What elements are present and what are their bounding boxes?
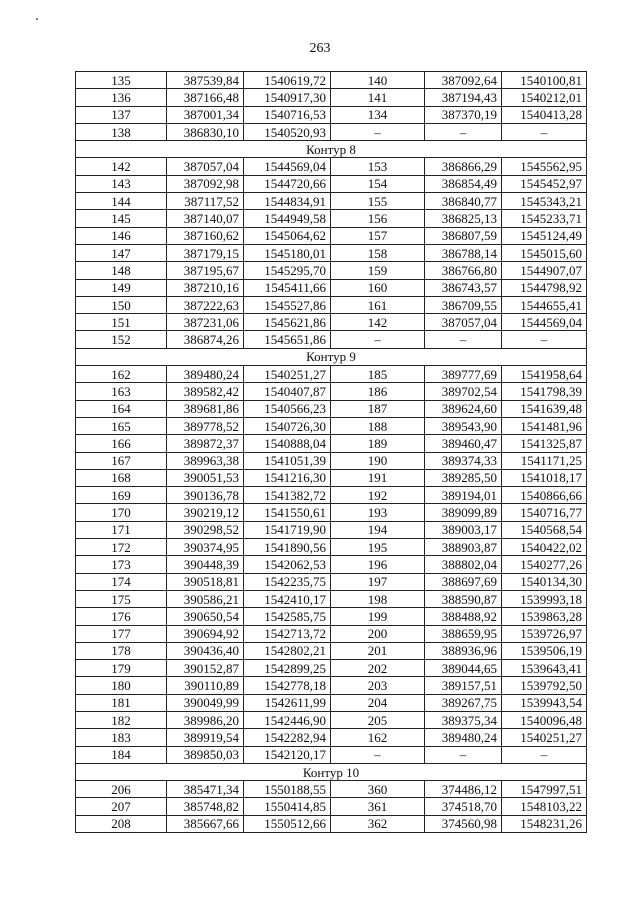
table-row <box>76 590 587 607</box>
y-coordinate-cell: 1540413,28 <box>502 106 587 123</box>
x-coordinate-cell: 389850,03 <box>167 746 244 763</box>
x-coordinate-cell: 389681,86 <box>167 400 244 417</box>
table-row <box>76 815 587 832</box>
x-coordinate-cell: 388697,69 <box>425 573 502 590</box>
y-coordinate-cell: 1542235,75 <box>244 573 331 590</box>
coordinates-table-body <box>76 72 587 833</box>
y-coordinate-cell: 1542611,99 <box>244 694 331 711</box>
contour-header-row <box>76 348 587 365</box>
table-row <box>76 469 587 486</box>
y-coordinate-cell: 1545124,49 <box>502 227 587 244</box>
table-row <box>76 573 587 590</box>
x-coordinate-cell: 390448,39 <box>167 556 244 573</box>
point-number-cell: 165 <box>76 417 167 434</box>
y-coordinate-cell: 1545452,97 <box>502 175 587 192</box>
y-coordinate-cell: 1539863,28 <box>502 608 587 625</box>
x-coordinate-cell: 374486,12 <box>425 781 502 798</box>
point-number-cell: 170 <box>76 504 167 521</box>
table-row <box>76 608 587 625</box>
y-coordinate-cell: 1539993,18 <box>502 590 587 607</box>
table-row <box>76 383 587 400</box>
y-coordinate-cell: 1540716,77 <box>502 504 587 521</box>
point-number-cell: 144 <box>76 193 167 210</box>
x-coordinate-cell: 388590,87 <box>425 590 502 607</box>
point-number-cell: 161 <box>331 296 425 313</box>
y-coordinate-cell: 1539506,19 <box>502 642 587 659</box>
point-number-cell: 195 <box>331 539 425 556</box>
point-number-cell: 147 <box>76 244 167 261</box>
y-coordinate-cell: 1542802,21 <box>244 642 331 659</box>
x-coordinate-cell: 389963,38 <box>167 452 244 469</box>
x-coordinate-cell: 387001,34 <box>167 106 244 123</box>
x-coordinate-cell: 386874,26 <box>167 331 244 348</box>
x-coordinate-cell: 389099,89 <box>425 504 502 521</box>
x-coordinate-cell: 389986,20 <box>167 711 244 728</box>
point-number-cell: 135 <box>76 72 167 89</box>
x-coordinate-cell: 387092,64 <box>425 72 502 89</box>
y-coordinate-cell: 1540568,54 <box>502 521 587 538</box>
y-coordinate-cell: 1539726,97 <box>502 625 587 642</box>
point-number-cell: 168 <box>76 469 167 486</box>
x-coordinate-cell: – <box>425 123 502 140</box>
table-row <box>76 556 587 573</box>
point-number-cell: 155 <box>331 193 425 210</box>
y-coordinate-cell: 1540716,53 <box>244 106 331 123</box>
x-coordinate-cell: 387166,48 <box>167 89 244 106</box>
point-number-cell: 162 <box>331 729 425 746</box>
y-coordinate-cell: 1540422,02 <box>502 539 587 556</box>
table-row <box>76 331 587 348</box>
y-coordinate-cell: 1545621,86 <box>244 314 331 331</box>
point-number-cell: 157 <box>331 227 425 244</box>
table-row <box>76 296 587 313</box>
table-row <box>76 279 587 296</box>
point-number-cell: 150 <box>76 296 167 313</box>
point-number-cell: 183 <box>76 729 167 746</box>
point-number-cell: 134 <box>331 106 425 123</box>
table-row <box>76 106 587 123</box>
x-coordinate-cell: 388659,95 <box>425 625 502 642</box>
y-coordinate-cell: 1540866,66 <box>502 487 587 504</box>
point-number-cell: 153 <box>331 158 425 175</box>
point-number-cell: 208 <box>76 815 167 832</box>
point-number-cell: – <box>331 746 425 763</box>
point-number-cell: 167 <box>76 452 167 469</box>
y-coordinate-cell: 1540277,26 <box>502 556 587 573</box>
x-coordinate-cell: 390110,89 <box>167 677 244 694</box>
point-number-cell: 194 <box>331 521 425 538</box>
point-number-cell: 187 <box>331 400 425 417</box>
y-coordinate-cell: 1540726,30 <box>244 417 331 434</box>
x-coordinate-cell: 386788,14 <box>425 244 502 261</box>
x-coordinate-cell: 388903,87 <box>425 539 502 556</box>
x-coordinate-cell: 389582,42 <box>167 383 244 400</box>
point-number-cell: 202 <box>331 660 425 677</box>
y-coordinate-cell: – <box>502 123 587 140</box>
x-coordinate-cell: 387195,67 <box>167 262 244 279</box>
y-coordinate-cell: 1539792,50 <box>502 677 587 694</box>
y-coordinate-cell: 1542282,94 <box>244 729 331 746</box>
table-row <box>76 711 587 728</box>
y-coordinate-cell: 1541325,87 <box>502 435 587 452</box>
y-coordinate-cell: 1539943,54 <box>502 694 587 711</box>
contour-label: Контур 8 <box>76 141 587 158</box>
point-number-cell: 149 <box>76 279 167 296</box>
point-number-cell: 143 <box>76 175 167 192</box>
y-coordinate-cell: 1542062,53 <box>244 556 331 573</box>
y-coordinate-cell: 1544834,91 <box>244 193 331 210</box>
point-number-cell: 158 <box>331 244 425 261</box>
table-row <box>76 244 587 261</box>
y-coordinate-cell: 1544949,58 <box>244 210 331 227</box>
y-coordinate-cell: 1541171,25 <box>502 452 587 469</box>
point-number-cell: 164 <box>76 400 167 417</box>
x-coordinate-cell: 389919,54 <box>167 729 244 746</box>
y-coordinate-cell: 1542410,17 <box>244 590 331 607</box>
page-number: 263 <box>309 41 331 56</box>
point-number-cell: 176 <box>76 608 167 625</box>
x-coordinate-cell: 390051,53 <box>167 469 244 486</box>
y-coordinate-cell: 1545527,86 <box>244 296 331 313</box>
point-number-cell: 199 <box>331 608 425 625</box>
table-row <box>76 677 587 694</box>
table-row <box>76 417 587 434</box>
table-row <box>76 781 587 798</box>
x-coordinate-cell: 387231,06 <box>167 314 244 331</box>
x-coordinate-cell: 390298,52 <box>167 521 244 538</box>
point-number-cell: 192 <box>331 487 425 504</box>
x-coordinate-cell: 389543,90 <box>425 417 502 434</box>
x-coordinate-cell: 386866,29 <box>425 158 502 175</box>
point-number-cell: 190 <box>331 452 425 469</box>
table-row <box>76 400 587 417</box>
y-coordinate-cell: 1550414,85 <box>244 798 331 815</box>
x-coordinate-cell: 387057,04 <box>425 314 502 331</box>
x-coordinate-cell: 386743,57 <box>425 279 502 296</box>
point-number-cell: 160 <box>331 279 425 296</box>
x-coordinate-cell: 385748,82 <box>167 798 244 815</box>
point-number-cell: 204 <box>331 694 425 711</box>
table-row <box>76 262 587 279</box>
y-coordinate-cell: 1548103,22 <box>502 798 587 815</box>
point-number-cell: 177 <box>76 625 167 642</box>
table-row <box>76 521 587 538</box>
y-coordinate-cell: 1541890,56 <box>244 539 331 556</box>
y-coordinate-cell: 1544798,92 <box>502 279 587 296</box>
point-number-cell: 174 <box>76 573 167 590</box>
point-number-cell: 178 <box>76 642 167 659</box>
point-number-cell: 156 <box>331 210 425 227</box>
table-row <box>76 798 587 815</box>
x-coordinate-cell: 387370,19 <box>425 106 502 123</box>
y-coordinate-cell: 1544569,04 <box>502 314 587 331</box>
table-row <box>76 504 587 521</box>
point-number-cell: 206 <box>76 781 167 798</box>
y-coordinate-cell: 1545343,21 <box>502 193 587 210</box>
table-row <box>76 175 587 192</box>
point-number-cell: 189 <box>331 435 425 452</box>
x-coordinate-cell: 389157,51 <box>425 677 502 694</box>
y-coordinate-cell: 1548231,26 <box>502 815 587 832</box>
point-number-cell: 207 <box>76 798 167 815</box>
x-coordinate-cell: 389872,37 <box>167 435 244 452</box>
point-number-cell: 172 <box>76 539 167 556</box>
x-coordinate-cell: 389777,69 <box>425 366 502 383</box>
y-coordinate-cell: 1545411,66 <box>244 279 331 296</box>
point-number-cell: 180 <box>76 677 167 694</box>
x-coordinate-cell: 386830,10 <box>167 123 244 140</box>
x-coordinate-cell: 390694,92 <box>167 625 244 642</box>
scan-speck <box>36 18 38 20</box>
y-coordinate-cell: 1540566,23 <box>244 400 331 417</box>
table-row <box>76 89 587 106</box>
y-coordinate-cell: – <box>502 746 587 763</box>
point-number-cell: 201 <box>331 642 425 659</box>
y-coordinate-cell: 1544569,04 <box>244 158 331 175</box>
point-number-cell: 140 <box>331 72 425 89</box>
y-coordinate-cell: 1542778,18 <box>244 677 331 694</box>
y-coordinate-cell: 1545295,70 <box>244 262 331 279</box>
table-row <box>76 158 587 175</box>
x-coordinate-cell: 389480,24 <box>167 366 244 383</box>
x-coordinate-cell: 390374,95 <box>167 539 244 556</box>
point-number-cell: 141 <box>331 89 425 106</box>
point-number-cell: 205 <box>331 711 425 728</box>
x-coordinate-cell: 387210,16 <box>167 279 244 296</box>
table-row <box>76 227 587 244</box>
x-coordinate-cell: 389460,47 <box>425 435 502 452</box>
point-number-cell: 179 <box>76 660 167 677</box>
y-coordinate-cell: 1545015,60 <box>502 244 587 261</box>
y-coordinate-cell: 1542899,25 <box>244 660 331 677</box>
y-coordinate-cell: 1540520,93 <box>244 123 331 140</box>
table-row <box>76 314 587 331</box>
table-row <box>76 746 587 763</box>
y-coordinate-cell: 1540917,30 <box>244 89 331 106</box>
x-coordinate-cell: 389374,33 <box>425 452 502 469</box>
point-number-cell: 184 <box>76 746 167 763</box>
point-number-cell: 191 <box>331 469 425 486</box>
point-number-cell: 197 <box>331 573 425 590</box>
y-coordinate-cell: 1544907,07 <box>502 262 587 279</box>
point-number-cell: 182 <box>76 711 167 728</box>
x-coordinate-cell: 374518,70 <box>425 798 502 815</box>
point-number-cell: 173 <box>76 556 167 573</box>
point-number-cell: 151 <box>76 314 167 331</box>
contour-label: Контур 10 <box>76 763 587 780</box>
x-coordinate-cell: 386807,59 <box>425 227 502 244</box>
table-row <box>76 366 587 383</box>
x-coordinate-cell: 386840,77 <box>425 193 502 210</box>
table-row <box>76 452 587 469</box>
y-coordinate-cell: 1541550,61 <box>244 504 331 521</box>
x-coordinate-cell: 387160,62 <box>167 227 244 244</box>
x-coordinate-cell: 389624,60 <box>425 400 502 417</box>
point-number-cell: 193 <box>331 504 425 521</box>
y-coordinate-cell: 1540212,01 <box>502 89 587 106</box>
x-coordinate-cell: 390518,81 <box>167 573 244 590</box>
point-number-cell: 152 <box>76 331 167 348</box>
table-row <box>76 642 587 659</box>
point-number-cell: 200 <box>331 625 425 642</box>
x-coordinate-cell: 389044,65 <box>425 660 502 677</box>
y-coordinate-cell: 1541216,30 <box>244 469 331 486</box>
table-row <box>76 625 587 642</box>
x-coordinate-cell: – <box>425 331 502 348</box>
x-coordinate-cell: 390152,87 <box>167 660 244 677</box>
x-coordinate-cell: 387140,07 <box>167 210 244 227</box>
x-coordinate-cell: 389702,54 <box>425 383 502 400</box>
x-coordinate-cell: 389285,50 <box>425 469 502 486</box>
point-number-cell: 138 <box>76 123 167 140</box>
x-coordinate-cell: 387057,04 <box>167 158 244 175</box>
table-row <box>76 193 587 210</box>
point-number-cell: 136 <box>76 89 167 106</box>
x-coordinate-cell: 389194,01 <box>425 487 502 504</box>
y-coordinate-cell: 1542585,75 <box>244 608 331 625</box>
y-coordinate-cell: 1541958,64 <box>502 366 587 383</box>
y-coordinate-cell: 1541798,39 <box>502 383 587 400</box>
y-coordinate-cell: 1544720,66 <box>244 175 331 192</box>
table-row <box>76 660 587 677</box>
y-coordinate-cell: 1542446,90 <box>244 711 331 728</box>
y-coordinate-cell: 1542713,72 <box>244 625 331 642</box>
point-number-cell: 361 <box>331 798 425 815</box>
y-coordinate-cell: 1540096,48 <box>502 711 587 728</box>
point-number-cell: 148 <box>76 262 167 279</box>
x-coordinate-cell: 387179,15 <box>167 244 244 261</box>
y-coordinate-cell: 1540251,27 <box>502 729 587 746</box>
x-coordinate-cell: 385471,34 <box>167 781 244 798</box>
x-coordinate-cell: 386854,49 <box>425 175 502 192</box>
point-number-cell: 360 <box>331 781 425 798</box>
point-number-cell: 185 <box>331 366 425 383</box>
x-coordinate-cell: 390136,78 <box>167 487 244 504</box>
x-coordinate-cell: 386709,55 <box>425 296 502 313</box>
y-coordinate-cell: 1545651,86 <box>244 331 331 348</box>
point-number-cell: 145 <box>76 210 167 227</box>
y-coordinate-cell: 1541018,17 <box>502 469 587 486</box>
x-coordinate-cell: 387539,84 <box>167 72 244 89</box>
table-row <box>76 210 587 227</box>
table-row <box>76 694 587 711</box>
point-number-cell: 163 <box>76 383 167 400</box>
point-number-cell: 203 <box>331 677 425 694</box>
point-number-cell: 362 <box>331 815 425 832</box>
contour-label: Контур 9 <box>76 348 587 365</box>
x-coordinate-cell: 389003,17 <box>425 521 502 538</box>
y-coordinate-cell: 1540888,04 <box>244 435 331 452</box>
y-coordinate-cell: 1545180,01 <box>244 244 331 261</box>
y-coordinate-cell: 1541051,39 <box>244 452 331 469</box>
x-coordinate-cell: 390436,40 <box>167 642 244 659</box>
y-coordinate-cell: 1544655,41 <box>502 296 587 313</box>
point-number-cell: 142 <box>76 158 167 175</box>
table-row <box>76 539 587 556</box>
y-coordinate-cell: 1539643,41 <box>502 660 587 677</box>
x-coordinate-cell: 387092,98 <box>167 175 244 192</box>
y-coordinate-cell: 1540134,30 <box>502 573 587 590</box>
y-coordinate-cell: 1545562,95 <box>502 158 587 175</box>
table-row <box>76 435 587 452</box>
point-number-cell: 154 <box>331 175 425 192</box>
contour-header-row <box>76 763 587 780</box>
x-coordinate-cell: 388802,04 <box>425 556 502 573</box>
point-number-cell: 181 <box>76 694 167 711</box>
x-coordinate-cell: – <box>425 746 502 763</box>
point-number-cell: 196 <box>331 556 425 573</box>
x-coordinate-cell: 388936,96 <box>425 642 502 659</box>
x-coordinate-cell: 389480,24 <box>425 729 502 746</box>
x-coordinate-cell: 387194,43 <box>425 89 502 106</box>
table-row <box>76 123 587 140</box>
x-coordinate-cell: 390219,12 <box>167 504 244 521</box>
table-row <box>76 729 587 746</box>
point-number-cell: 142 <box>331 314 425 331</box>
point-number-cell: 162 <box>76 366 167 383</box>
y-coordinate-cell: 1541639,48 <box>502 400 587 417</box>
x-coordinate-cell: 390049,99 <box>167 694 244 711</box>
y-coordinate-cell: 1540100,81 <box>502 72 587 89</box>
y-coordinate-cell: 1541382,72 <box>244 487 331 504</box>
y-coordinate-cell: 1542120,17 <box>244 746 331 763</box>
point-number-cell: 159 <box>331 262 425 279</box>
y-coordinate-cell: 1540251,27 <box>244 366 331 383</box>
y-coordinate-cell: – <box>502 331 587 348</box>
y-coordinate-cell: 1540619,72 <box>244 72 331 89</box>
x-coordinate-cell: 386766,80 <box>425 262 502 279</box>
y-coordinate-cell: 1550512,66 <box>244 815 331 832</box>
y-coordinate-cell: 1547997,51 <box>502 781 587 798</box>
point-number-cell: – <box>331 331 425 348</box>
x-coordinate-cell: 385667,66 <box>167 815 244 832</box>
point-number-cell: 188 <box>331 417 425 434</box>
x-coordinate-cell: 389778,52 <box>167 417 244 434</box>
y-coordinate-cell: 1541481,96 <box>502 417 587 434</box>
point-number-cell: 186 <box>331 383 425 400</box>
x-coordinate-cell: 374560,98 <box>425 815 502 832</box>
y-coordinate-cell: 1541719,90 <box>244 521 331 538</box>
table-row <box>76 487 587 504</box>
point-number-cell: 169 <box>76 487 167 504</box>
point-number-cell: 166 <box>76 435 167 452</box>
y-coordinate-cell: 1545233,71 <box>502 210 587 227</box>
x-coordinate-cell: 386825,13 <box>425 210 502 227</box>
y-coordinate-cell: 1545064,62 <box>244 227 331 244</box>
y-coordinate-cell: 1550188,55 <box>244 781 331 798</box>
x-coordinate-cell: 390650,54 <box>167 608 244 625</box>
point-number-cell: 146 <box>76 227 167 244</box>
point-number-cell: 198 <box>331 590 425 607</box>
point-number-cell: 137 <box>76 106 167 123</box>
x-coordinate-cell: 387222,63 <box>167 296 244 313</box>
x-coordinate-cell: 388488,92 <box>425 608 502 625</box>
point-number-cell: 175 <box>76 590 167 607</box>
x-coordinate-cell: 389375,34 <box>425 711 502 728</box>
table-row <box>76 72 587 89</box>
x-coordinate-cell: 389267,75 <box>425 694 502 711</box>
point-number-cell: – <box>331 123 425 140</box>
x-coordinate-cell: 390586,21 <box>167 590 244 607</box>
x-coordinate-cell: 387117,52 <box>167 193 244 210</box>
y-coordinate-cell: 1540407,87 <box>244 383 331 400</box>
coordinates-table <box>75 71 587 833</box>
point-number-cell: 171 <box>76 521 167 538</box>
contour-header-row <box>76 141 587 158</box>
